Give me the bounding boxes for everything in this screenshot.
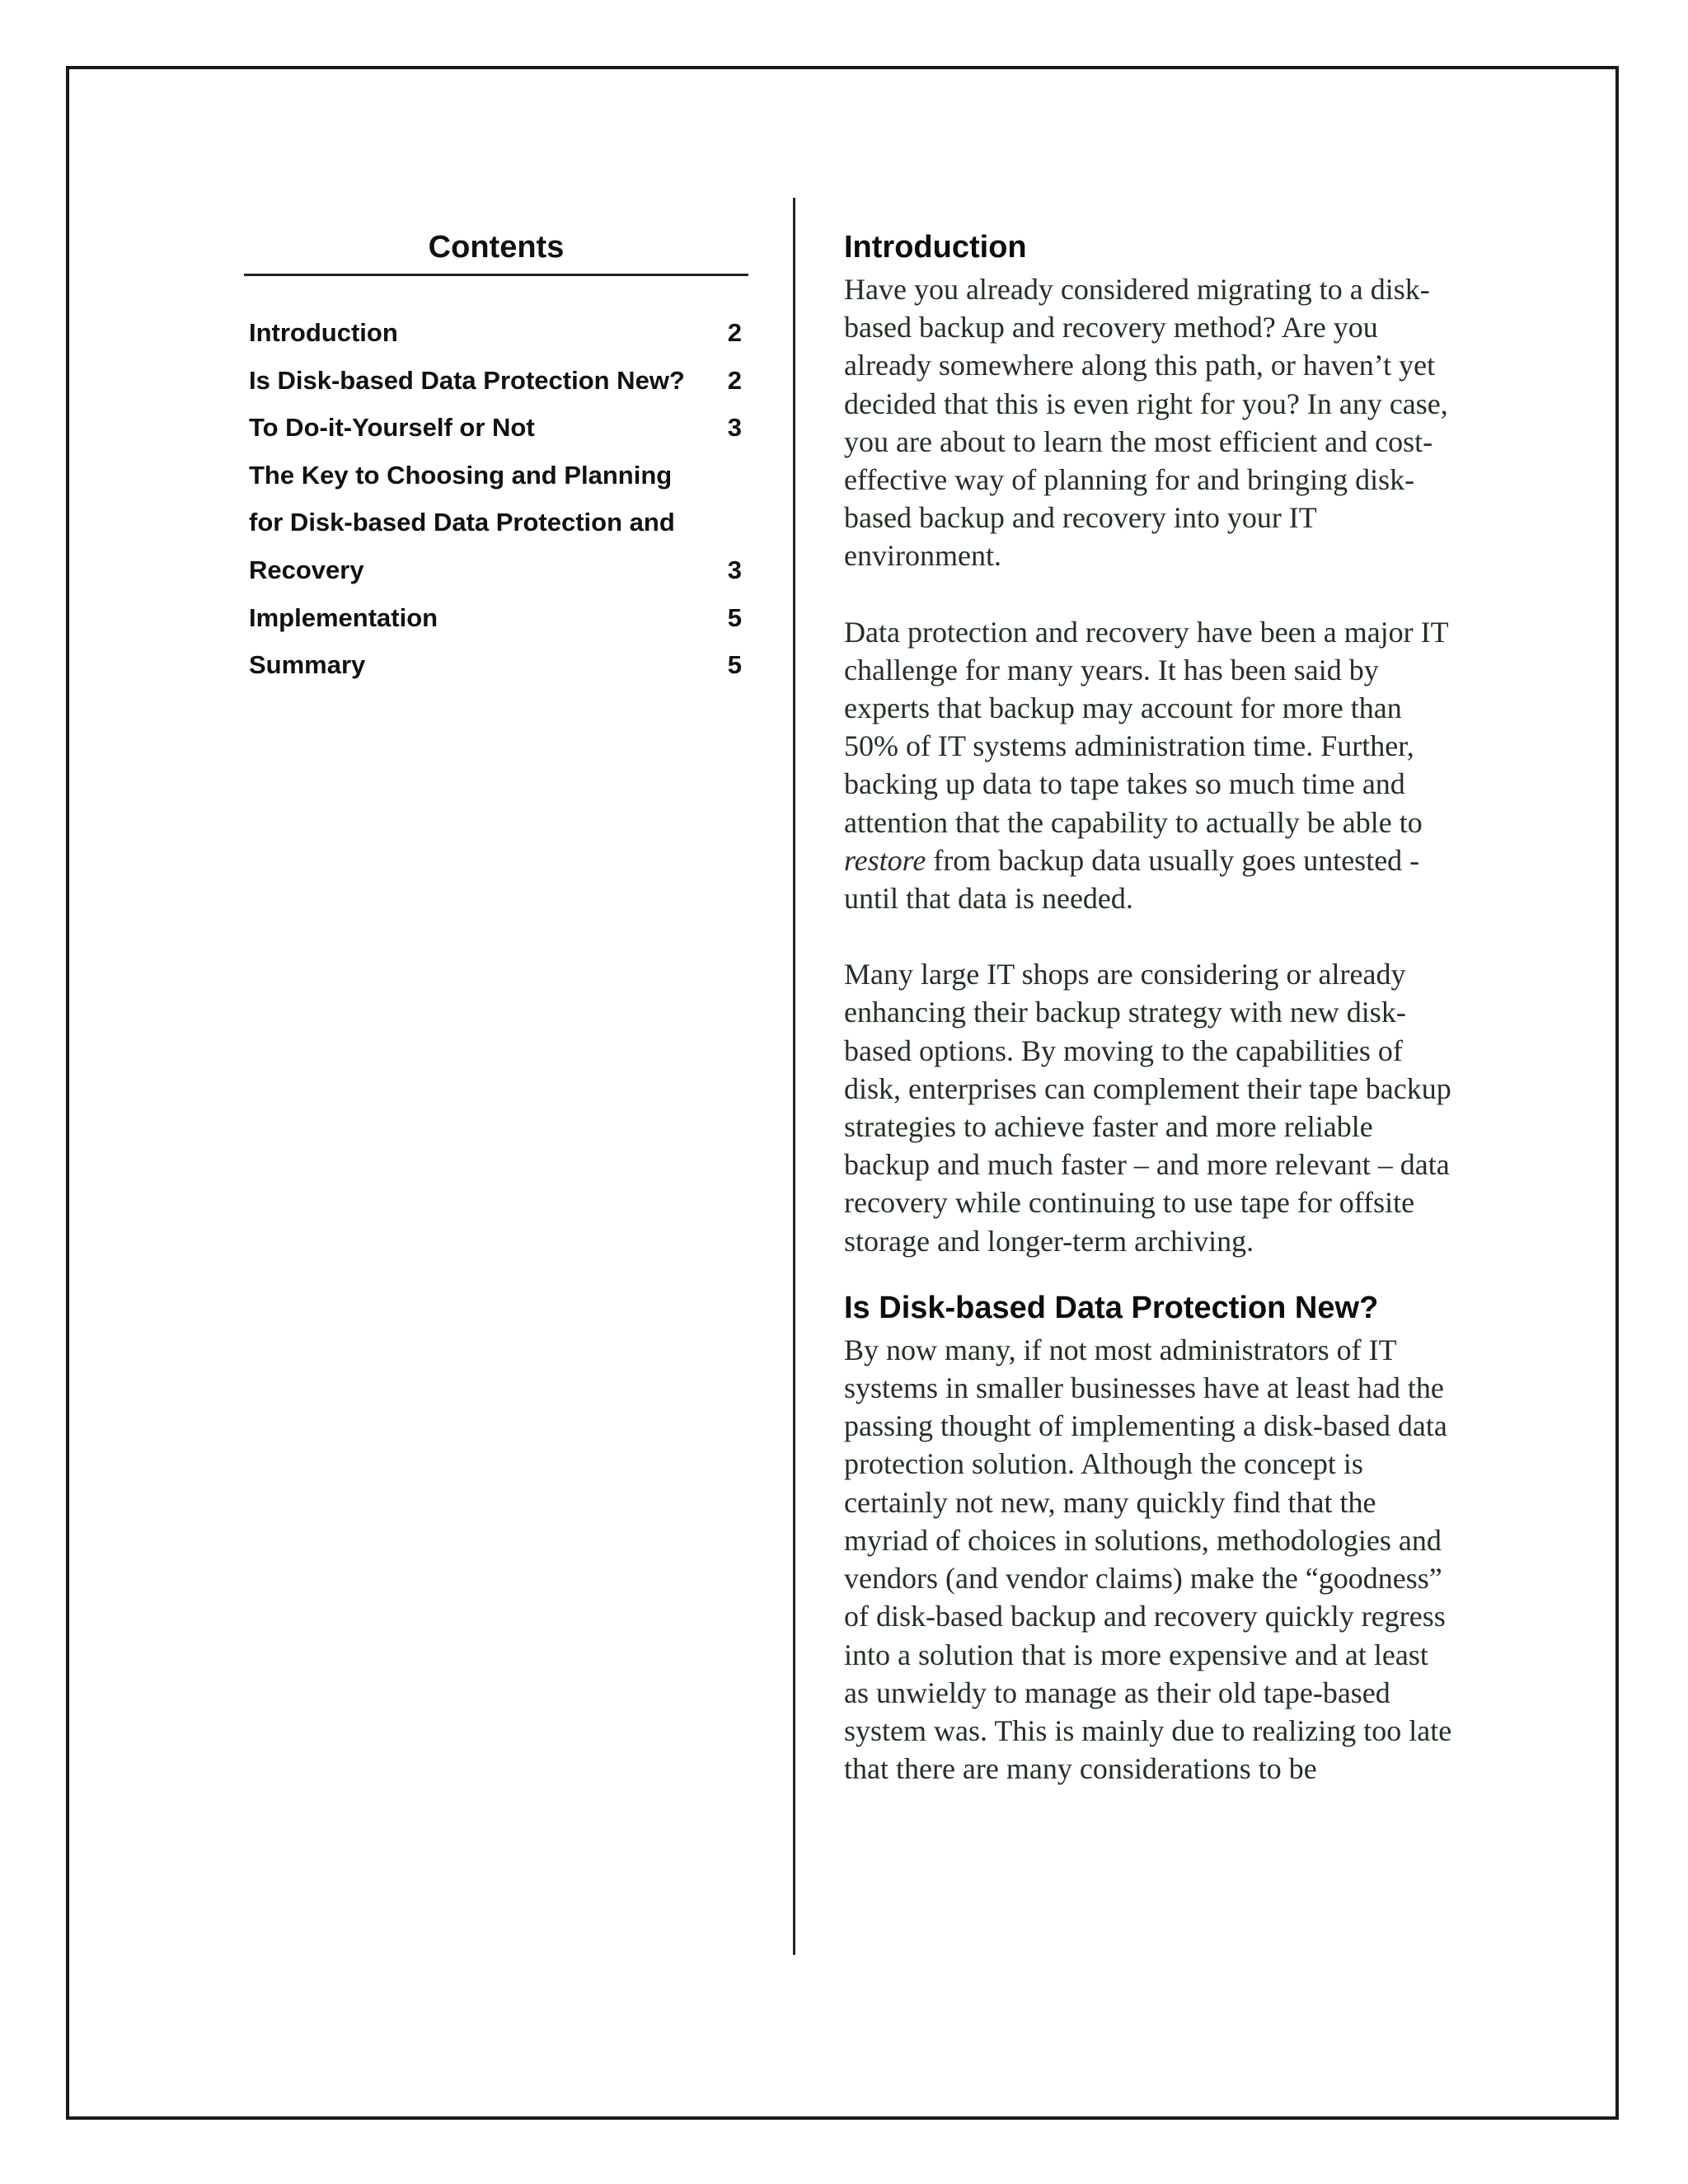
introduction-paragraph-3: Many large IT shops are considering or already enhancing their backup strategy with new disk-based options. By moving to the capabilities of disk, enterprises can complement their tape backup strategies to achieve faster and more reliable backup and much faster – and more relevant – data recovery while continuing to use tape for offsite storage and longer-term archiving.: [844, 958, 1451, 1258]
article-body: [844, 224, 1454, 1788]
contents-list: [244, 309, 748, 689]
toc-entry-introduction[interactable]: [244, 309, 748, 357]
contents-heading: Contents: [428, 230, 565, 265]
disk-based-section-heading: Is Disk-based Data Protection New?: [844, 1290, 1379, 1325]
toc-entry-title: Summary: [249, 650, 366, 680]
toc-entry-key-to-choosing-line-1[interactable]: [244, 452, 748, 499]
introduction-paragraph-1: Have you already considered migrating to a disk-based backup and recovery method? Are you already somewhere along this path, or haven’t yet decided that this is even right for you? In any case, you are about to learn the most efficient and cost-effective way of planning for and bringing disk-based backup and recovery into your IT environment.: [844, 273, 1448, 573]
toc-entry-title: for Disk-based Data Protection and: [249, 508, 675, 537]
column-divider: [793, 198, 795, 1955]
toc-entry-page: 2: [727, 365, 742, 395]
paragraph-text: Data protection and recovery have been a major IT challenge for many years. It has been said by experts that backup may account for more than 50% of IT systems administration time. Further, backing up data to tape takes so much time and attention that the capability to actually be able to: [844, 615, 1448, 839]
toc-entry-title: Implementation: [249, 602, 438, 632]
toc-entry-implementation[interactable]: [244, 594, 748, 642]
toc-entry-key-to-choosing-line-3[interactable]: [244, 546, 748, 594]
toc-entry-title: Is Disk-based Data Protection New?: [249, 365, 685, 395]
toc-entry-disk-based-new[interactable]: [244, 357, 748, 405]
emphasized-word: restore: [844, 843, 926, 877]
toc-entry-summary[interactable]: [244, 641, 748, 689]
introduction-paragraph-2: [844, 613, 1454, 918]
table-of-contents: [244, 224, 748, 689]
introduction-heading: Introduction: [844, 230, 1027, 265]
toc-entry-do-it-yourself[interactable]: [244, 404, 748, 452]
toc-entry-title: Introduction: [249, 318, 398, 347]
toc-entry-title: To Do-it-Yourself or Not: [249, 413, 535, 443]
toc-entry-page: 3: [727, 413, 742, 443]
toc-entry-page: 5: [727, 602, 742, 632]
toc-entry-page: 5: [727, 650, 742, 680]
toc-entry-page: 2: [727, 318, 742, 347]
toc-entry-page: 3: [727, 555, 742, 584]
toc-entry-title: The Key to Choosing and Planning: [249, 460, 673, 490]
disk-based-paragraph-1: By now many, if not most administrators of IT systems in smaller businesses have at least had the passing thought of implementing a disk-based data protection solution. Although the concept is certainly not new, many quickly find that the myriad of choices in solutions, methodologies and vendors (and vendor claims) make the “goodness” of disk-based backup and recovery quickly regress into a solution that is more expensive and at least as unwieldy to manage as their old tape-based system was. This is mainly due to realizing too late that there are many considerations to be: [844, 1333, 1452, 1786]
paragraph-text: from backup data usually goes untested - until that data is needed.: [844, 843, 1420, 916]
contents-underline: [244, 274, 748, 276]
toc-entry-key-to-choosing-line-2[interactable]: [244, 499, 748, 546]
toc-entry-title: Recovery: [249, 555, 364, 584]
